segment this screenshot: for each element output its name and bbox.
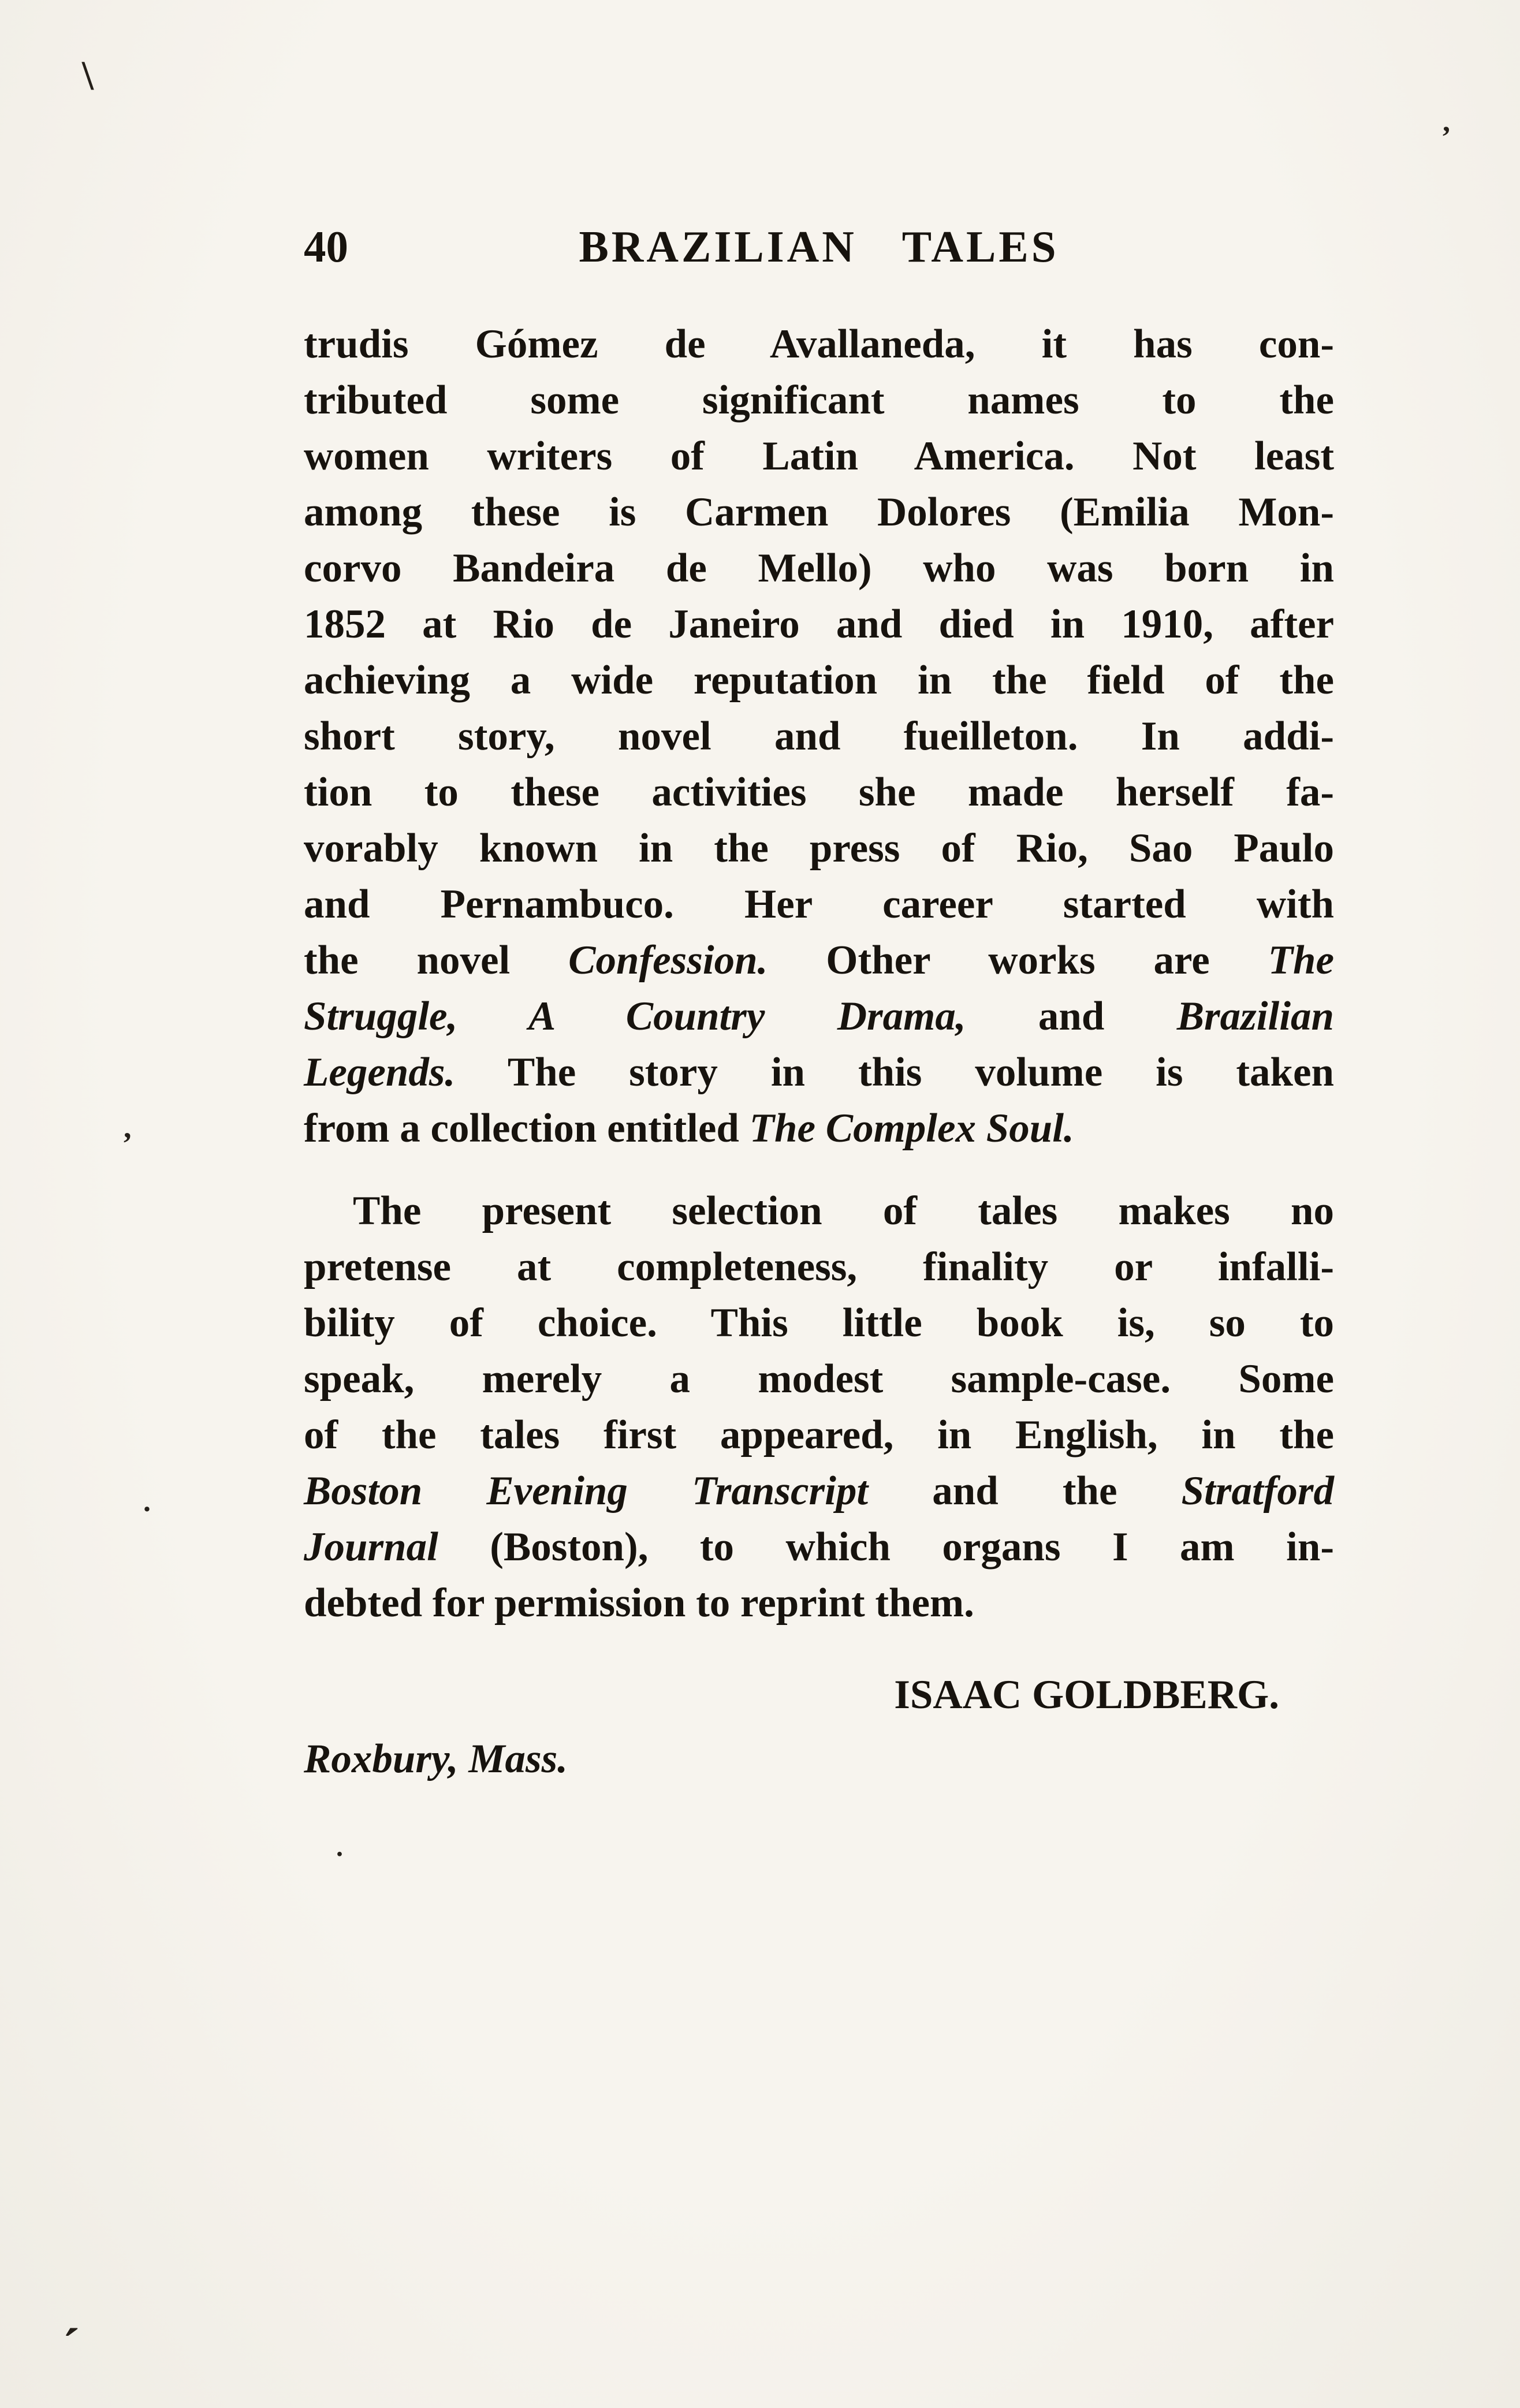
- text-line: [304, 428, 1334, 484]
- scan-artifact: ,: [1443, 105, 1450, 138]
- text-segment: among these is Carmen Dolores (Emilia Mon-: [304, 490, 1334, 535]
- text-segment: and the: [868, 1468, 1182, 1514]
- text-segment: women writers of Latin America. Not least: [304, 434, 1334, 479]
- text-segment: The Complex Soul.: [749, 1106, 1074, 1151]
- scan-artifact: .: [336, 1832, 343, 1862]
- text-segment: tributed some significant names to the: [304, 378, 1334, 423]
- text-segment: and: [966, 994, 1177, 1039]
- scan-artifact: ,: [124, 1110, 132, 1145]
- text-segment: achieving a wide reputation in the field of the: [304, 658, 1334, 703]
- text-body: [304, 316, 1334, 1787]
- text-segment: Legends.: [304, 1050, 456, 1095]
- text-line: [304, 316, 1334, 372]
- text-segment: debted for permission to reprint them.: [304, 1581, 974, 1626]
- text-line: [304, 1101, 1334, 1157]
- text-line: [304, 1183, 1334, 1239]
- author-signature: ISAAC GOLDBERG.: [894, 1672, 1279, 1717]
- text-segment: of the tales first appeared, in English, in the: [304, 1412, 1334, 1458]
- text-line: [304, 933, 1334, 989]
- scan-artifact: \: [82, 53, 94, 99]
- text-segment: Other works are: [768, 938, 1268, 983]
- running-title: BRAZILIAN TALES: [579, 222, 1059, 271]
- paragraphs-container: [304, 316, 1334, 1631]
- text-line: [304, 1463, 1334, 1519]
- scan-artifact: .: [143, 1485, 151, 1518]
- text-line: [304, 1575, 1334, 1631]
- place-line: Roxbury, Mass.: [304, 1736, 568, 1781]
- text-segment: Brazilian: [1176, 994, 1334, 1039]
- text-segment: (Boston), to which organs I am in-: [438, 1524, 1334, 1570]
- text-segment: from a collection entitled: [304, 1106, 750, 1151]
- text-segment: short story, novel and fueilleton. In addi-: [304, 714, 1334, 759]
- text-segment: speak, merely a modest sample-case. Some: [304, 1356, 1334, 1401]
- text-line: [304, 877, 1334, 933]
- text-segment: 1852 at Rio de Janeiro and died in 1910, after: [304, 602, 1334, 647]
- text-segment: Boston Evening Transcript: [304, 1468, 869, 1514]
- text-line: [304, 597, 1334, 653]
- text-segment: Stratford: [1181, 1468, 1334, 1514]
- text-segment: The: [1268, 938, 1334, 983]
- text-line: [304, 1407, 1334, 1463]
- text-line: [304, 1295, 1334, 1351]
- text-line: [304, 821, 1334, 877]
- text-segment: and Pernambuco. Her career started with: [304, 882, 1334, 927]
- text-line: [304, 709, 1334, 765]
- text-segment: corvo Bandeira de Mello) who was born in: [304, 546, 1334, 591]
- text-segment: vorably known in the press of Rio, Sao Paulo: [304, 826, 1334, 871]
- text-segment: The story in this volume is taken: [455, 1050, 1334, 1095]
- text-line: [304, 989, 1334, 1045]
- text-segment: Struggle, A Country Drama,: [304, 994, 966, 1039]
- text-segment: bility of choice. This little book is, so to: [304, 1300, 1334, 1345]
- text-line: [304, 1519, 1334, 1575]
- text-line: [304, 1351, 1334, 1407]
- text-line: [304, 1045, 1334, 1101]
- text-line: [304, 765, 1334, 821]
- text-line: [304, 372, 1334, 428]
- text-segment: trudis Gómez de Avallaneda, it has con-: [304, 322, 1334, 367]
- paragraph: [304, 1183, 1334, 1631]
- text-segment: Confession.: [568, 938, 768, 983]
- text-segment: the novel: [304, 938, 569, 983]
- page-header: [304, 221, 1334, 273]
- page-number: 40: [304, 222, 348, 271]
- text-line: [304, 541, 1334, 597]
- text-line: [304, 484, 1334, 541]
- text-segment: tion to these activities she made herself fa-: [304, 770, 1334, 815]
- paragraph: [304, 316, 1334, 1157]
- text-segment: pretense at completeness, finality or infalli-: [304, 1244, 1334, 1289]
- text-segment: Journal: [304, 1524, 438, 1570]
- text-line: [304, 653, 1334, 709]
- text-line: [304, 1239, 1334, 1295]
- scan-artifact: ´: [62, 2318, 80, 2376]
- text-segment: The present selection of tales makes no: [353, 1188, 1334, 1233]
